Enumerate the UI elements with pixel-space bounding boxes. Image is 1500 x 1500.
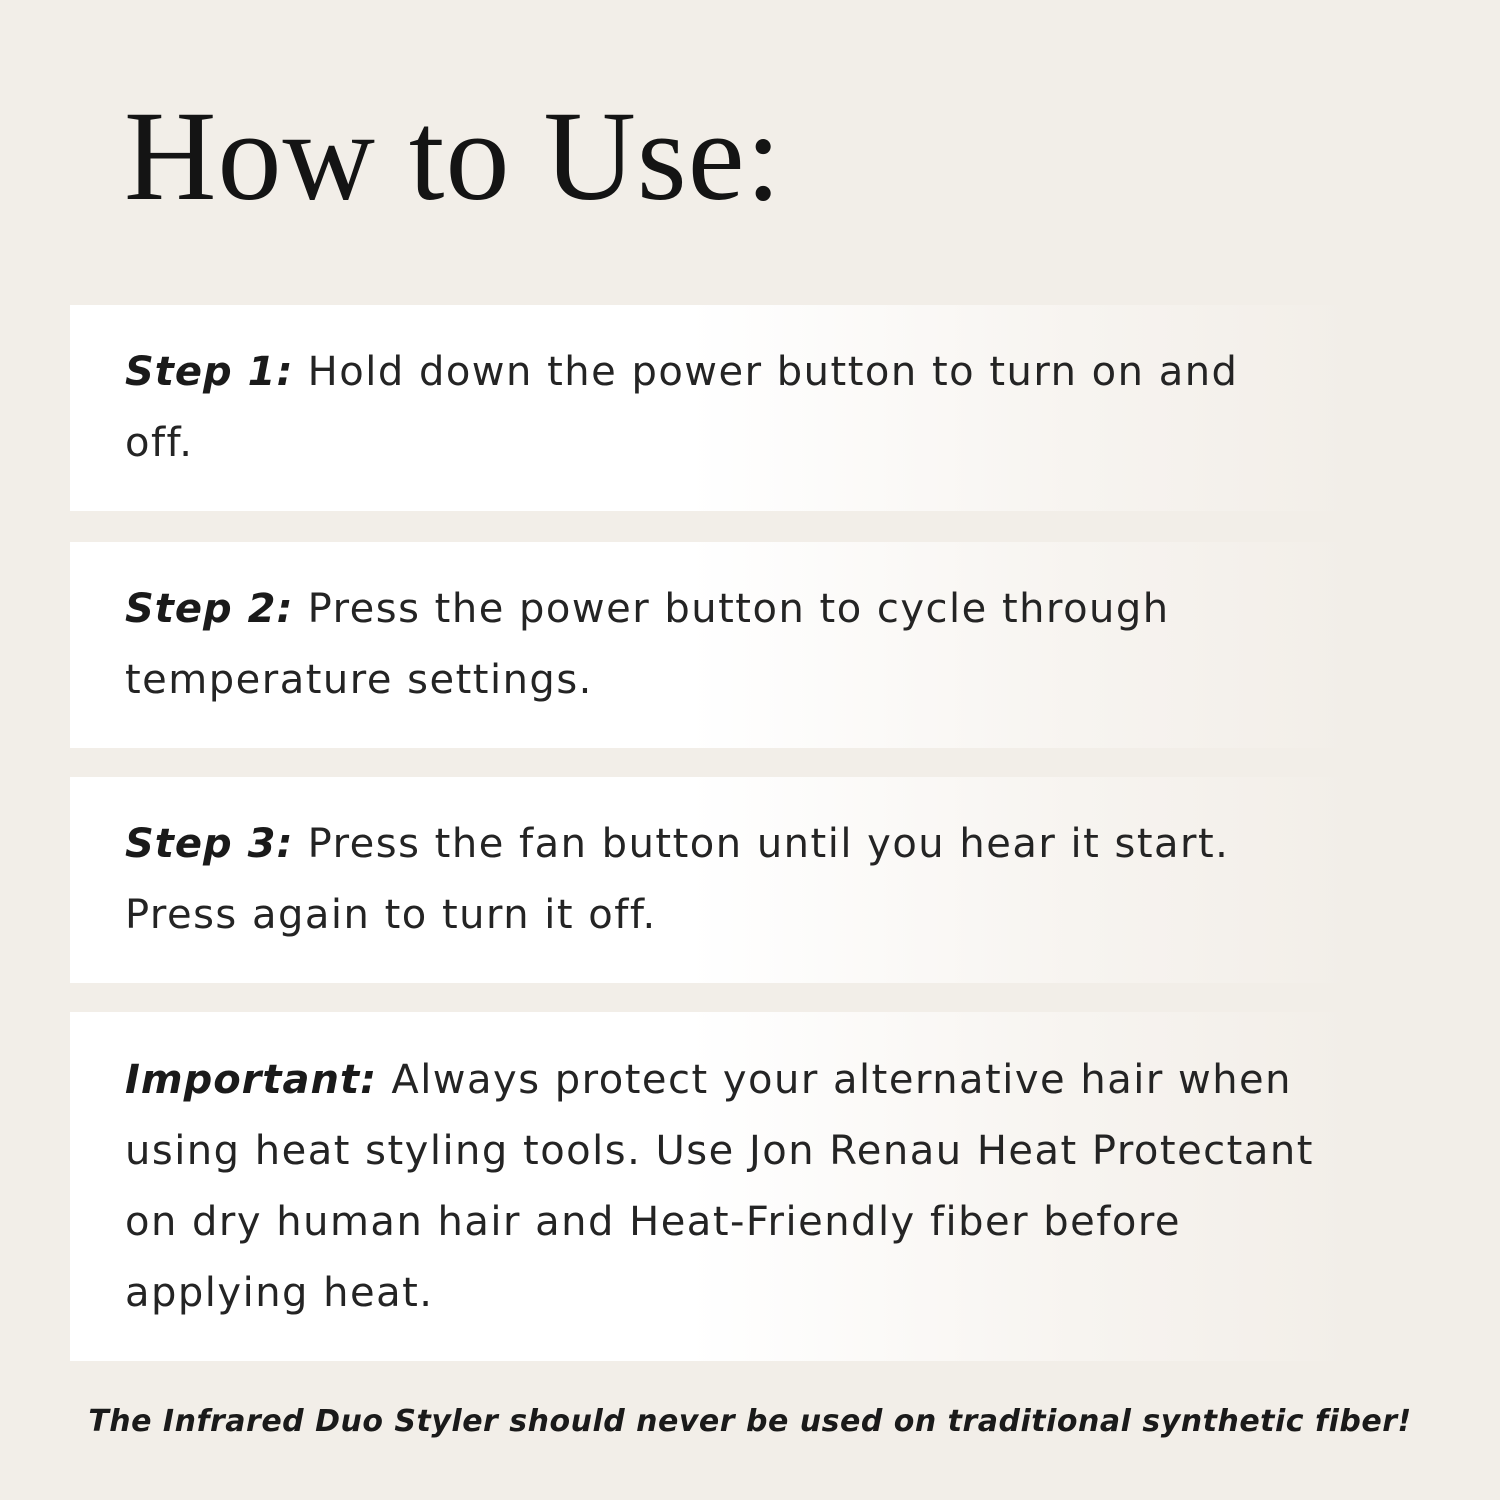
step-3-card	[70, 777, 1360, 983]
step-3-description: Press the fan button until you hear it start. Press again to turn it off.	[125, 821, 1230, 938]
step-3-text	[125, 809, 1320, 951]
step-2-description: Press the power button to cycle through temperature settings.	[125, 586, 1170, 703]
step-2-label: Step 2:	[125, 586, 294, 632]
important-text	[125, 1045, 1320, 1329]
step-1-text	[125, 337, 1320, 479]
important-card	[70, 1012, 1360, 1361]
step-1-description: Hold down the power button to turn on and off.	[125, 349, 1239, 466]
warning-footer: The Infrared Duo Styler should never be used on traditional synthetic fiber!	[88, 1404, 1412, 1439]
important-label: Important:	[125, 1056, 378, 1103]
step-1-label: Step 1:	[125, 349, 294, 395]
step-2-card	[70, 542, 1360, 748]
page-title: How to Use:	[124, 85, 783, 227]
step-3-label: Step 3:	[125, 821, 294, 867]
step-2-text	[125, 574, 1320, 716]
important-description: Always protect your alternative hair when using heat styling tools. Use Jon Renau Heat Protectant on dry human hair and Heat-Friendly fiber before applying heat.	[125, 1056, 1314, 1316]
step-1-card	[70, 305, 1360, 511]
